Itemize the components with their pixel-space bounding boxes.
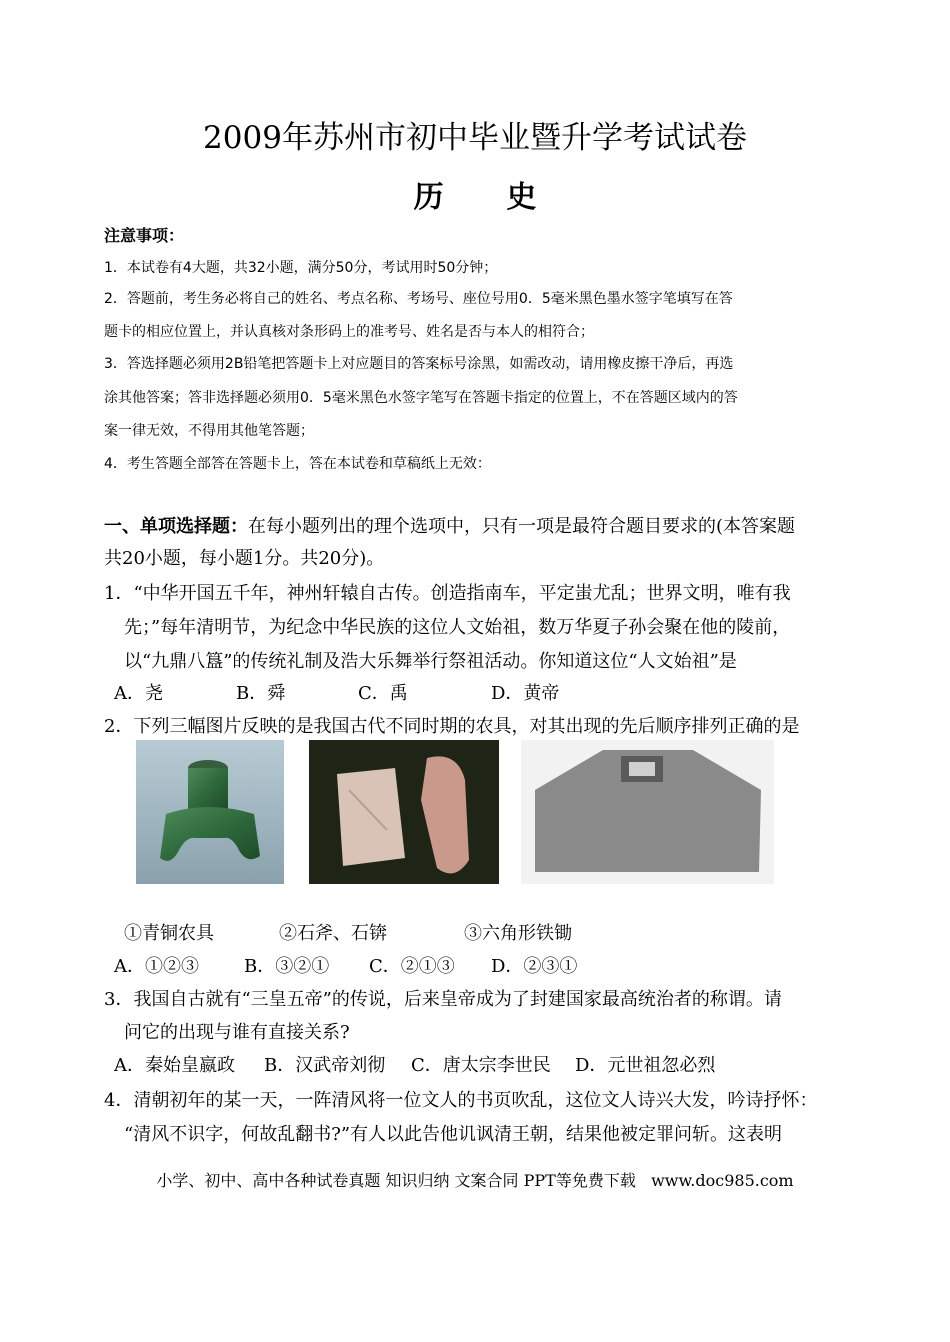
- q4-line: 4．清朝初年的某一天，一阵清风将一位文人的书页吹乱，这位文人诗兴大发，吟诗抒怀：: [104, 1090, 818, 1111]
- q2-option-d: D．②③①: [491, 956, 578, 977]
- q4-line: “清风不识字，何故乱翻书?”有人以此告他讥讽清王朝，结果他被定罪问斩。这表明: [124, 1124, 783, 1145]
- q2-caption-1: ①青铜农具: [124, 923, 214, 944]
- bronze-tool-image: [136, 740, 284, 884]
- q2-stem: 2．下列三幅图片反映的是我国古代不同时期的农具，对其出现的先后顺序排列正确的是: [104, 716, 800, 737]
- q3-line: 3．我国自古就有“三皇五帝”的传说，后来皇帝成为了封建国家最高统治者的称谓。请: [104, 989, 782, 1010]
- stone-tools-image: [309, 740, 499, 884]
- subject-title: 历 史: [413, 180, 537, 215]
- iron-hoe-image: [521, 740, 774, 884]
- q1-option-d: D．黄帝: [491, 683, 560, 704]
- q3-option-c: C．唐太宗李世民: [411, 1055, 551, 1076]
- q1-line: 先；”每年清明节，为纪念中华民族的这位人文始祖，数万华夏子孙会聚在他的陵前，: [124, 617, 791, 638]
- section1-intro-line2: 共20小题，每小题1分。共20分)。: [104, 548, 385, 569]
- q2-option-c: C．②①③: [369, 956, 455, 977]
- q2-caption-2: ②石斧、石锛: [279, 923, 387, 944]
- notice-line: 题卡的相应位置上，并认真核对条形码上的准考号、姓名是否与本人的相符合；: [104, 324, 594, 340]
- section1-intro-text: 在每小题列出的理个选项中，只有一项是最符合题目要求的(本答案题: [248, 516, 796, 537]
- notice-line: 2．答题前，考生务必将自己的姓名、考点名称、考场号、座位号用0．5毫米黑色墨水签字笔填写在答: [104, 291, 733, 307]
- notice-line: 1．本试卷有4大题，共32小题，满分50分，考试用时50分钟；: [104, 260, 498, 276]
- q2-option-a: A．①②③: [114, 956, 199, 977]
- q1-option-b: B．舜: [236, 683, 286, 704]
- q3-option-a: A．秦始皇嬴政: [114, 1055, 235, 1076]
- section1-intro: [104, 512, 795, 538]
- q3-line: 问它的出现与谁有直接关系?: [124, 1022, 350, 1043]
- notice-line: 3．答选择题必须用2B铅笔把答题卡上对应题目的答案标号涂黑，如需改动，请用橡皮擦干净后，再选: [104, 356, 734, 372]
- q1-line: 以“九鼎八簋”的传统礼制及浩大乐舞举行祭祖活动。你知道这位“人文始祖”是: [124, 651, 737, 672]
- q1-line: 1．“中华开国五千年，神州轩辕自古传。创造指南车，平定蚩尤乱；世界文明，唯有我: [104, 583, 791, 604]
- q2-option-b: B．③②①: [244, 956, 330, 977]
- notice-line: 案一律无效，不得用其他笔答题；: [104, 423, 314, 439]
- q1-option-a: A．尧: [114, 683, 163, 704]
- q3-option-b: B．汉武帝刘彻: [264, 1055, 386, 1076]
- q1-option-c: C．禹: [358, 683, 408, 704]
- notice-line: 涂其他答案；答非选择题必须用0．5毫米黑色水签字笔写在答题卡指定的位置上，不在答题区域内的答: [104, 390, 738, 406]
- section1-heading: 一、单项选择题：: [104, 516, 248, 537]
- notice-line: 4．考生答题全部答在答题卡上，答在本试卷和草稿纸上无效：: [104, 456, 491, 472]
- page-footer: 小学、初中、高中各种试卷真题 知识归纳 文案合同 PPT等免费下载 www.doc985.com: [156, 1171, 794, 1190]
- notice-heading: 注意事项：: [104, 226, 185, 245]
- q2-caption-3: ③六角形铁锄: [464, 923, 572, 944]
- q3-option-d: D．元世祖忽必烈: [575, 1055, 716, 1076]
- page-title: 2009年苏州市初中毕业暨升学考试试卷: [203, 120, 747, 156]
